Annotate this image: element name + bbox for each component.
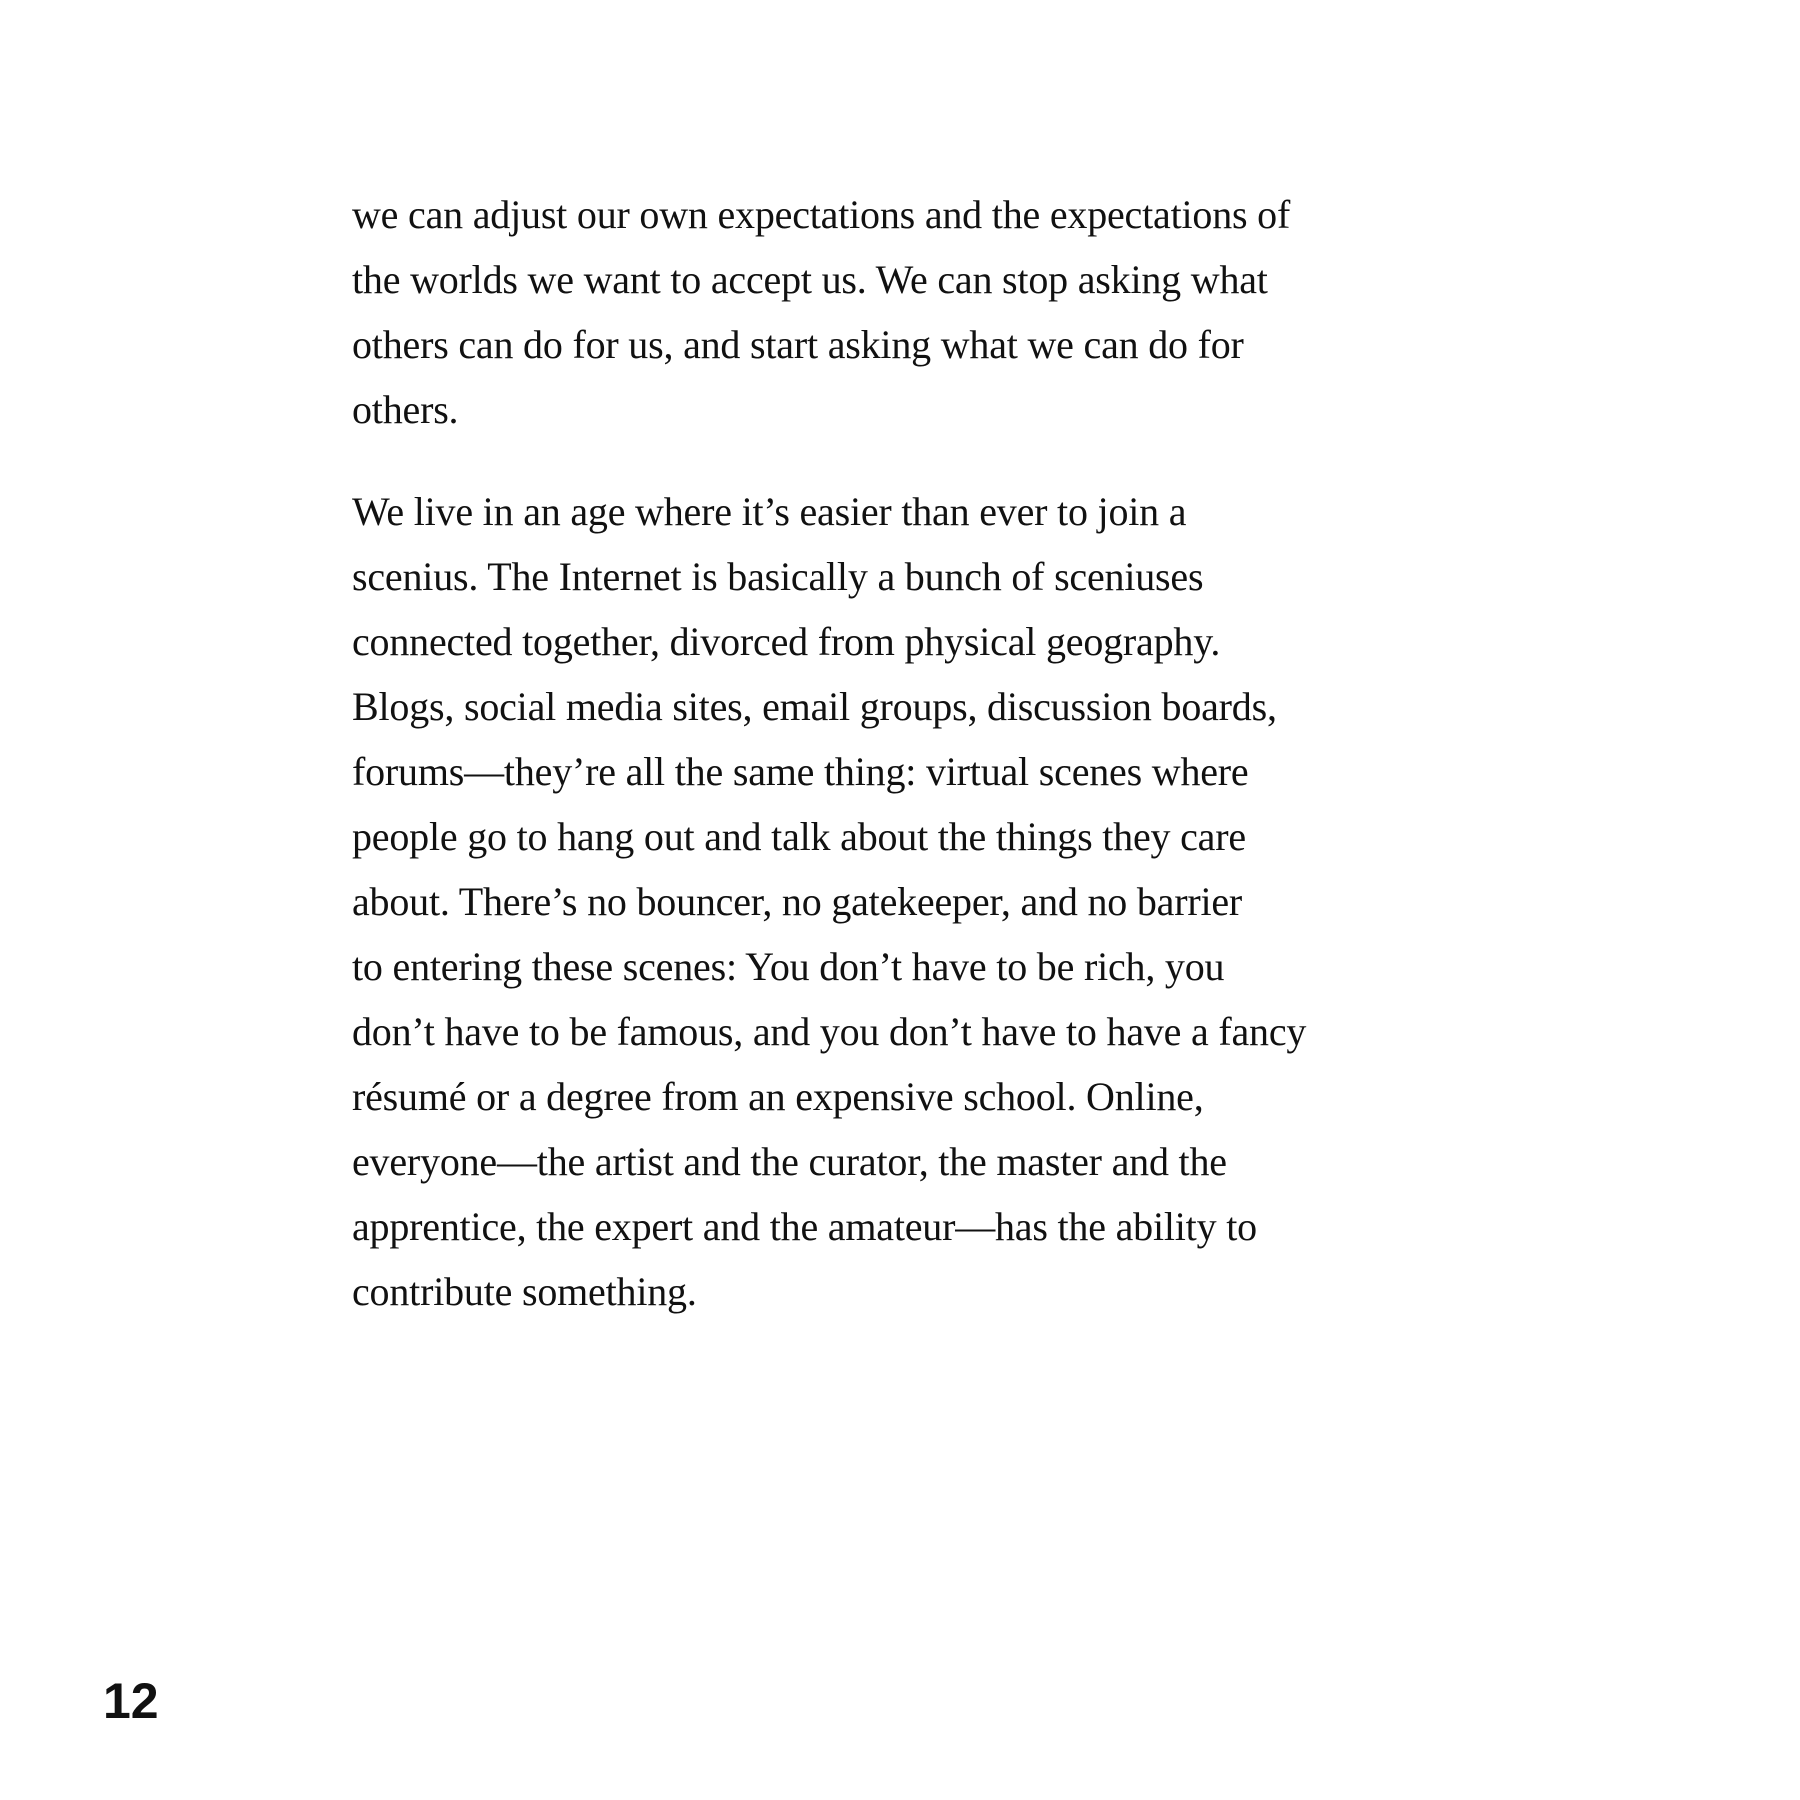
text-line: we can adjust our own expectations and the expectations of — [352, 192, 1291, 237]
text-line: forums—they’re all the same thing: virtual scenes where — [352, 749, 1249, 794]
text-line: the worlds we want to accept us. We can stop asking what — [352, 257, 1268, 302]
text-line: everyone—the artist and the curator, the master and the — [352, 1139, 1227, 1184]
text-line: connected together, divorced from physical geography. — [352, 619, 1221, 664]
text-line: people go to hang out and talk about the things they care — [352, 814, 1246, 859]
text-line: We live in an age where it’s easier than ever to join a — [352, 489, 1187, 534]
paragraph-1 — [352, 182, 1552, 442]
text-line: others. — [352, 387, 459, 432]
text-line: contribute something. — [352, 1269, 697, 1314]
paragraph-2 — [352, 479, 1552, 1324]
text-line: don’t have to be famous, and you don’t have to have a fancy — [352, 1009, 1307, 1054]
text-line: scenius. The Internet is basically a bunch of sceniuses — [352, 554, 1204, 599]
text-line: about. There’s no bouncer, no gatekeeper, and no barrier — [352, 879, 1243, 924]
body-text — [352, 182, 1552, 1324]
text-line: Blogs, social media sites, email groups, discussion boards, — [352, 684, 1277, 729]
text-line: to entering these scenes: You don’t have to be rich, you — [352, 944, 1225, 989]
text-line: others can do for us, and start asking what we can do for — [352, 322, 1244, 367]
text-line: résumé or a degree from an expensive school. Online, — [352, 1074, 1204, 1119]
page-number: 12 — [103, 1673, 159, 1729]
text-line: apprentice, the expert and the amateur—has the ability to — [352, 1204, 1257, 1249]
